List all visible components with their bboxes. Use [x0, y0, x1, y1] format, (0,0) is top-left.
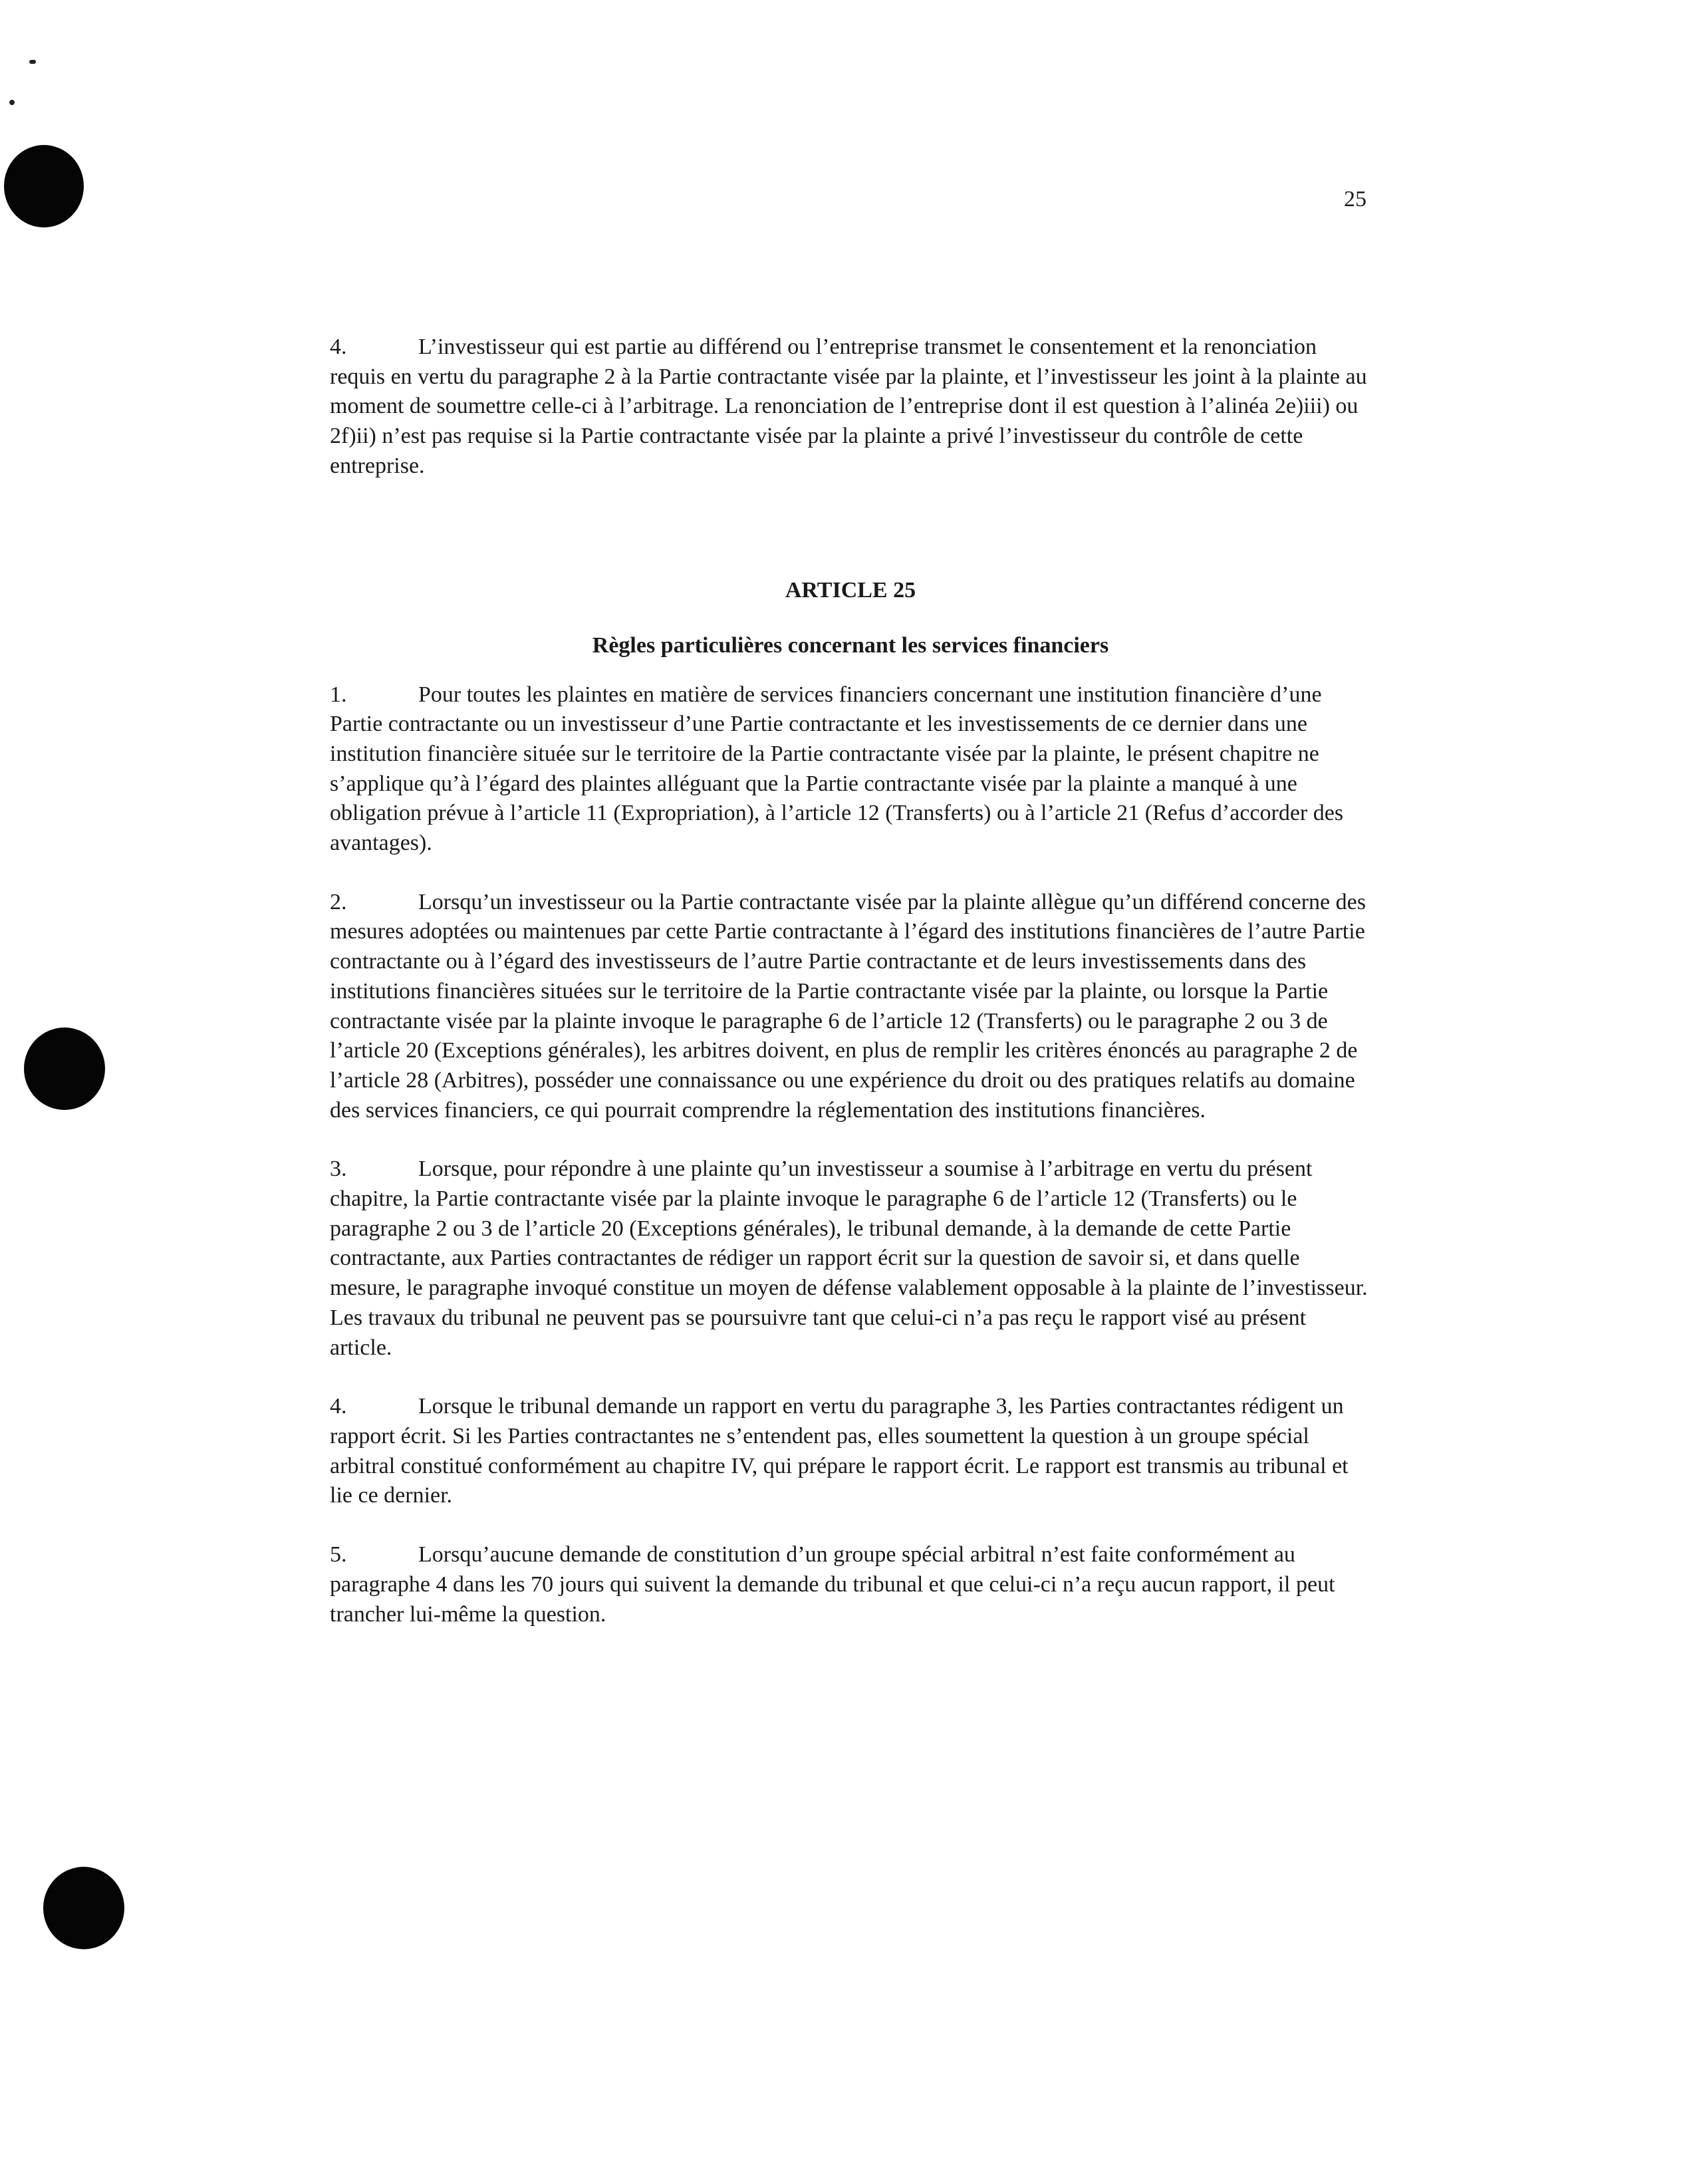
paragraph-number: 3. — [330, 1157, 347, 1182]
paragraph-number: 2. — [330, 889, 347, 914]
paragraph-2 — [330, 888, 1371, 1126]
paragraph-number: 4. — [330, 1394, 347, 1419]
scan-speck — [9, 100, 15, 105]
paragraph-3 — [330, 1155, 1371, 1363]
paragraph-text: L’investisseur qui est partie au différend ou l’entreprise transmet le consentement et la renonciation requis en vertu du paragraphe 2 à la Partie contractante visée par la plainte, et l’investisseur les joint à la plainte au moment de soumettre celle-ci à l’arbitrage. La renonciation de l’entreprise dont il est question à l’alinéa 2e)iii) ou 2f)ii) n’est pas requise si la Partie contractante visée par la plainte a privé l’investisseur du contrôle de cette entreprise. — [330, 335, 1367, 478]
paragraph-4 — [330, 1392, 1371, 1511]
paragraph-1 — [330, 680, 1371, 859]
paragraph-text: Lorsqu’un investisseur ou la Partie contractante visée par la plainte allègue qu’un différend concerne des mesures adoptées ou maintenues par cette Partie contractante à l’égard des institutions financières de l’autre Partie contractante ou à l’égard des investisseurs de l’autre Partie contractante et de leurs investissements dans des institutions financières situées sur le territoire de la Partie contractante visée par la plainte, ou lorsque la Partie contractante visée par la plainte invoque le paragraphe 6 de l’article 12 (Transferts) ou le paragraphe 2 ou 3 de l’article 20 (Exceptions générales), les arbitres doivent, en plus de remplir les critères énoncés au paragraphe 2 de l’article 28 (Arbitres), posséder une connaissance ou une expérience du droit ou des pratiques relatifs au domaine des services financiers, ce qui pourrait comprendre la réglementation des institutions financières. — [330, 889, 1366, 1123]
document-body — [330, 333, 1371, 1629]
paragraph-text: Pour toutes les plaintes en matière de services financiers concernant une institution financière d’une Partie contractante ou un investisseur d’une Partie contractante et les investissements de ce dernier dans une institution financière située sur le territoire de la Partie contractante visée par la plainte, le présent chapitre ne s’applique qu’à l’égard des plaintes alléguant que la Partie contractante visée par la plainte a manqué à une obligation prévue à l’article 11 (Expropriation), à l’article 12 (Transferts) ou à l’article 21 (Refus d’accorder des avantages). — [330, 682, 1344, 856]
punch-hole-top — [4, 145, 84, 227]
paragraph-number: 1. — [330, 682, 347, 707]
paragraph-number: 4. — [330, 335, 347, 359]
paragraph-text: Lorsqu’aucune demande de constitution d’un groupe spécial arbitral n’est faite conformément au paragraphe 4 dans les 70 jours qui suivent la demande du tribunal et que celui-ci n’a reçu aucun rapport, il peut trancher lui-même la question. — [330, 1542, 1335, 1627]
paragraph-top-4 — [330, 333, 1371, 481]
paragraph-5 — [330, 1540, 1371, 1629]
paragraph-text: Lorsque le tribunal demande un rapport en vertu du paragraphe 3, les Parties contractantes rédigent un rapport écrit. Si les Parties contractantes ne s’entendent pas, elles soumettent la question à un groupe spécial arbitral constitué conformément au chapitre IV, qui prépare le rapport écrit. Le rapport est transmis au tribunal et lie ce dernier. — [330, 1394, 1349, 1508]
punch-hole-bottom — [43, 1867, 124, 1949]
paragraph-number: 5. — [330, 1542, 347, 1568]
paragraph-text: Lorsque, pour répondre à une plainte qu’un investisseur a soumise à l’arbitrage en vertu du présent chapitre, la Partie contractante visée par la plainte invoque le paragraphe 6 de l’article 12 (Transferts) ou le paragraphe 2 ou 3 de l’article 20 (Exceptions générales), le tribunal demande, à la demande de cette Partie contractante, aux Parties contractantes de rédiger un rapport écrit sur la question de savoir si, et dans quelle mesure, le paragraphe invoqué constitue un moyen de défense valablement opposable à la plainte de l’investisseur. Les travaux du tribunal ne peuvent pas se poursuivre tant que celui-ci n’a pas reçu le rapport visé au présent article. — [330, 1157, 1368, 1360]
punch-hole-middle — [24, 1027, 105, 1110]
scan-speck — [29, 60, 36, 64]
page-number: 25 — [1344, 187, 1366, 211]
article-subtitle: Règles particulières concernant les services financiers — [592, 632, 1109, 658]
article-title: ARTICLE 25 — [785, 577, 916, 603]
